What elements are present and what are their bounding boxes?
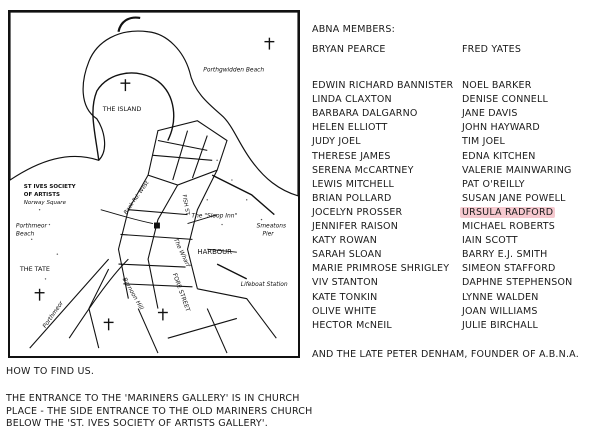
label-society-3: Norway Square xyxy=(23,199,66,206)
members-right-column xyxy=(462,43,572,333)
highlighted-member: URSULA RADFORD xyxy=(462,206,554,218)
founder-note: AND THE LATE PETER DENHAM, FOUNDER OF A.B.N.A. xyxy=(312,349,579,360)
label-smeatons-1: Smeatons xyxy=(256,223,287,230)
member-name: MARIE PRIMROSE SHRIGLEY xyxy=(312,263,450,275)
label-lifeboat: Lifeboat Station xyxy=(240,281,288,288)
how-to-find-us-title: HOW TO FIND US. xyxy=(6,366,95,377)
st-ives-map xyxy=(8,10,300,358)
map-drawing xyxy=(10,12,298,356)
member-name: HELEN ELLIOTT xyxy=(312,122,388,134)
member-name: JULIE BIRCHALL xyxy=(462,319,538,331)
label-back-road-west: Back Rd. West xyxy=(123,180,151,216)
member-name: NOEL BARKER xyxy=(462,80,532,92)
member-name: JUDY JOEL xyxy=(312,136,361,148)
member-name: OLIVE WHITE xyxy=(312,305,377,317)
members-left-column xyxy=(312,43,453,333)
member-name: LINDA CLAXTON xyxy=(312,94,392,106)
directions-line: THE ENTRANCE TO THE 'MARINERS GALLERY' IS IN CHURCH xyxy=(6,393,300,404)
member-name: EDWIN RICHARD BANNISTER xyxy=(312,80,454,92)
label-tate: THE TATE xyxy=(19,264,50,273)
member-name: BRIAN POLLARD xyxy=(312,192,392,204)
member-name: HECTOR McNEIL xyxy=(312,319,392,331)
member-name: JENNIFER RAISON xyxy=(312,221,399,233)
member-name: PAT O'REILLY xyxy=(462,178,525,190)
members-heading: ABNA MEMBERS: xyxy=(312,24,395,35)
member-name: KATY ROWAN xyxy=(312,235,378,247)
label-island: THE ISLAND xyxy=(102,104,142,113)
directions-paragraph xyxy=(6,393,313,431)
member-name: TIM JOEL xyxy=(462,136,505,148)
label-society-1: ST IVES SOCIETY xyxy=(23,183,76,190)
coastline xyxy=(10,12,298,196)
label-fish-street: FISH ST xyxy=(180,194,191,216)
member-name: DENISE CONNELL xyxy=(462,94,548,106)
label-sloop-inn: The "Sloop Inn" xyxy=(191,213,238,220)
member-name: JOCELYN PROSSER xyxy=(312,206,403,218)
member-name: BARBARA DALGARNO xyxy=(312,108,418,120)
label-fore-street: FORE STREET xyxy=(170,272,191,313)
gallery-location-marker xyxy=(154,223,160,229)
member-name: SARAH SLOAN xyxy=(312,249,382,261)
label-porthmeor-road: Porthmeor xyxy=(42,300,65,330)
member-name: JOAN WILLIAMS xyxy=(462,305,538,317)
member-name: DAPHNE STEPHENSON xyxy=(462,277,573,289)
member-name: SIMEON STAFFORD xyxy=(462,263,556,275)
label-society-2: OF ARTISTS xyxy=(23,191,60,198)
label-barnoon-hill: Barnoon Hill xyxy=(120,276,144,312)
member-name: BRYAN PEARCE xyxy=(312,44,386,55)
label-smeatons-2: Pier xyxy=(262,231,274,238)
member-name: LYNNE WALDEN xyxy=(462,291,539,303)
directions-line: PLACE - THE SIDE ENTRANCE TO THE OLD MARINERS CHURCH xyxy=(6,405,313,417)
label-the-wharf: The Wharf xyxy=(171,237,191,268)
member-name: IAIN SCOTT xyxy=(462,235,518,247)
member-name-highlighted xyxy=(462,206,572,220)
member-name: LEWIS MITCHELL xyxy=(312,178,394,190)
label-porthmeor-1: Porthmeor xyxy=(15,223,47,230)
directions-line: BELOW THE 'ST. IVES SOCIETY OF ARTISTS GALLERY'. xyxy=(6,418,268,429)
member-name: EDNA KITCHEN xyxy=(462,150,536,162)
member-name: FRED YATES xyxy=(462,44,522,55)
member-name: VIV STANTON xyxy=(312,277,379,289)
member-name: SUSAN JANE POWELL xyxy=(462,192,566,204)
member-name: MICHAEL ROBERTS xyxy=(462,221,555,233)
label-harbour: HARBOUR xyxy=(197,248,232,257)
label-porthgwidden: Porthgwidden Beach xyxy=(203,67,265,74)
member-name: BARRY E.J. SMITH xyxy=(462,249,548,261)
member-name: VALERIE MAINWARING xyxy=(462,164,572,176)
member-name: KATE TONKIN xyxy=(312,291,378,303)
member-name: THERESE JAMES xyxy=(312,150,391,162)
member-name: JOHN HAYWARD xyxy=(462,122,540,134)
label-porthmeor-2: Beach xyxy=(15,231,35,238)
member-name: JANE DAVIS xyxy=(462,108,518,120)
member-name: SERENA McCARTNEY xyxy=(312,164,414,176)
